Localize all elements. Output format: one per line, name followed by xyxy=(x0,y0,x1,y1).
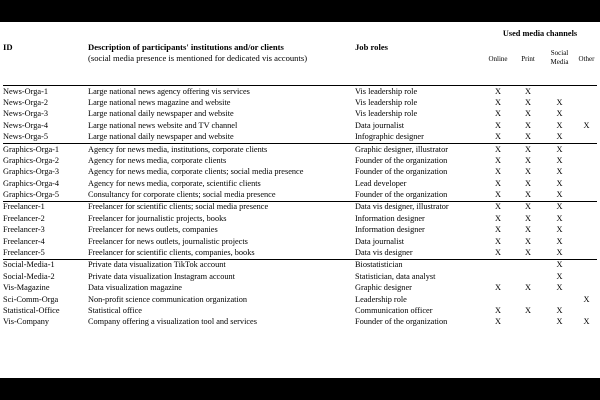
online-column-header: Online xyxy=(483,42,513,86)
cell-social-media: X xyxy=(543,190,576,202)
cell-social-media: X xyxy=(556,225,563,235)
description-header-title: Description of participants' institutions and/or clients xyxy=(88,42,284,52)
cell-print: X xyxy=(525,97,531,107)
cell-id: Freelancer-5 xyxy=(3,247,88,259)
cell-description: Large national daily newspaper and website xyxy=(88,109,234,119)
table-row xyxy=(3,178,597,189)
cell-other xyxy=(576,132,597,144)
cell-other xyxy=(576,155,597,166)
participants-table xyxy=(3,30,597,328)
cell-online: X xyxy=(483,190,513,202)
cell-description: Freelancer for scientific clients, companies, books xyxy=(88,247,355,259)
cell-role: Data journalist xyxy=(355,236,405,246)
cell-social-media: X xyxy=(556,305,563,315)
table-row xyxy=(3,271,597,282)
cell-id: Graphics-Orga-5 xyxy=(3,190,88,202)
cell-print: X xyxy=(525,236,531,246)
cell-online: X xyxy=(495,178,501,188)
group-header-row xyxy=(3,30,597,42)
cell-print: X xyxy=(525,283,531,293)
cell-role: Biostatistician xyxy=(355,260,403,270)
table-row xyxy=(3,120,597,131)
social-header-line1: Social xyxy=(550,49,569,57)
cell-description: Large national daily newspaper and website xyxy=(88,132,355,144)
cell-social-media: X xyxy=(543,247,576,259)
table-row xyxy=(3,225,597,236)
table-row xyxy=(3,294,597,305)
cell-print: X xyxy=(513,132,543,144)
cell-description: Private data visualization Instagram account xyxy=(88,271,235,281)
cell-role: Founder of the organization xyxy=(355,317,448,327)
cell-description: Non-profit science communication organization xyxy=(88,294,248,304)
cell-social-media: X xyxy=(556,155,563,165)
table-row xyxy=(3,213,597,224)
cell-description: Company offering a visualization tool and services xyxy=(88,317,257,327)
cell-id: Vis-Magazine xyxy=(3,283,50,293)
cell-id: News-Orga-4 xyxy=(3,120,49,130)
cell-role: Vis leadership role xyxy=(355,109,418,119)
cell-id: News-Orga-2 xyxy=(3,97,49,107)
cell-other xyxy=(576,247,597,259)
cell-description: Freelancer for journalistic projects, books xyxy=(88,213,227,223)
cell-id: Freelancer-3 xyxy=(3,225,45,235)
cell-print: X xyxy=(525,120,531,130)
cell-online: X xyxy=(495,86,501,96)
cell-role: Communication officer xyxy=(355,305,433,315)
description-column-header xyxy=(88,42,355,86)
table-row xyxy=(3,305,597,316)
cell-role: Founder of the organization xyxy=(355,167,448,177)
cell-social-media: X xyxy=(556,97,563,107)
cell-online: X xyxy=(495,97,501,107)
cell-role: Data vis designer xyxy=(355,247,483,259)
cell-print: X xyxy=(525,109,531,119)
cell-id: News-Orga-3 xyxy=(3,109,49,119)
cell-description: Large national news agency offering vis services xyxy=(88,86,250,96)
cell-print: X xyxy=(525,155,531,165)
cell-print: X xyxy=(525,167,531,177)
cell-print: X xyxy=(513,247,543,259)
cell-id: Statistical-Office xyxy=(3,305,60,315)
cell-role: Leadership role xyxy=(355,294,407,304)
cell-description: Large national news website and TV channel xyxy=(88,120,238,130)
cell-other xyxy=(576,97,597,108)
cell-online: X xyxy=(495,144,501,154)
cell-other xyxy=(576,86,597,98)
cell-id: Social-Media-1 xyxy=(3,260,55,270)
table-row xyxy=(3,317,597,328)
cell-description: Consultancy for corporate clients; social media presence xyxy=(88,190,355,202)
cell-online: X xyxy=(495,305,501,315)
cell-social-media: X xyxy=(556,109,563,119)
cell-other xyxy=(576,178,597,189)
cell-print: X xyxy=(525,305,531,315)
cell-id: Freelancer-4 xyxy=(3,236,45,246)
cell-description: Agency for news media, corporate clients; social media presence xyxy=(88,167,304,177)
id-column-header: ID xyxy=(3,42,88,86)
cell-role: Data vis designer, illustrator xyxy=(355,202,449,212)
cell-id: Freelancer-2 xyxy=(3,213,45,223)
cell-social-media: X xyxy=(556,271,563,281)
table-row xyxy=(3,155,597,166)
other-column-header: Other xyxy=(576,42,597,86)
cell-id: Freelancer-1 xyxy=(3,202,45,212)
cell-description: Statistical office xyxy=(88,305,142,315)
cell-role: Graphic designer, illustrator xyxy=(355,144,448,154)
cell-print: X xyxy=(525,213,531,223)
cell-online: X xyxy=(495,236,501,246)
cell-description: Agency for news media, corporate, scientific clients xyxy=(88,178,261,188)
cell-print: X xyxy=(525,178,531,188)
cell-other: X xyxy=(583,317,590,327)
cell-id: Graphics-Orga-2 xyxy=(3,155,60,165)
cell-online: X xyxy=(495,317,501,327)
cell-online: X xyxy=(495,155,501,165)
cell-id: Graphics-Orga-1 xyxy=(3,144,60,154)
table-row xyxy=(3,97,597,108)
cell-social-media xyxy=(543,86,576,98)
cell-print: X xyxy=(525,86,531,96)
cell-print xyxy=(513,259,543,271)
cell-online: X xyxy=(495,120,501,130)
cell-role: Graphic designer xyxy=(355,283,412,293)
cell-online: X xyxy=(483,247,513,259)
cell-social-media: X xyxy=(543,132,576,144)
cell-print xyxy=(513,294,543,305)
cell-print xyxy=(513,317,543,328)
table-row xyxy=(3,86,597,98)
cell-online: X xyxy=(495,167,501,177)
cell-id: Sci-Comm-Orga xyxy=(3,294,59,304)
column-header-row xyxy=(3,42,597,86)
cell-social-media: X xyxy=(556,167,563,177)
cell-description: Private data visualization TikTok account xyxy=(88,260,226,270)
cell-other xyxy=(576,109,597,120)
table-row xyxy=(3,247,597,259)
cell-description: Large national news magazine and website xyxy=(88,97,231,107)
cell-other xyxy=(576,283,597,294)
cell-id: Social-Media-2 xyxy=(3,271,55,281)
description-header-note: (social media presence is mentioned for dedicated vis accounts) xyxy=(88,53,308,64)
cell-online xyxy=(483,259,513,271)
cell-online: X xyxy=(483,132,513,144)
table-row xyxy=(3,109,597,120)
cell-description: Data visualization magazine xyxy=(88,283,182,293)
table-body xyxy=(3,86,597,329)
cell-print xyxy=(513,271,543,282)
cell-other xyxy=(576,167,597,178)
cell-social-media: X xyxy=(556,236,563,246)
cell-other xyxy=(576,201,597,213)
cell-id: News-Orga-5 xyxy=(3,132,88,144)
cell-other xyxy=(576,236,597,247)
cell-other xyxy=(576,213,597,224)
cell-other xyxy=(576,190,597,202)
cell-social-media: X xyxy=(556,178,563,188)
cell-other: X xyxy=(583,120,590,130)
table-row xyxy=(3,143,597,155)
cell-social-media: X xyxy=(556,283,563,293)
cell-social-media: X xyxy=(556,317,563,327)
cell-role: Data journalist xyxy=(355,120,405,130)
cell-role: Statistician, data analyst xyxy=(355,271,436,281)
print-column-header: Print xyxy=(513,42,543,86)
cell-print: X xyxy=(513,190,543,202)
cell-description: Agency for news media, institutions, corporate clients xyxy=(88,144,268,154)
cell-social-media: X xyxy=(556,260,563,270)
cell-other xyxy=(576,143,597,155)
cell-description: Freelancer for scientific clients; social media presence xyxy=(88,202,269,212)
cell-online: X xyxy=(495,283,501,293)
cell-other: X xyxy=(583,294,590,304)
cell-other xyxy=(576,271,597,282)
cell-online: X xyxy=(495,213,501,223)
table-row xyxy=(3,283,597,294)
cell-role: Vis leadership role xyxy=(355,86,418,96)
cell-social-media: X xyxy=(556,213,563,223)
cell-role: Information designer xyxy=(355,213,425,223)
cell-social-media: X xyxy=(556,202,563,212)
cell-id: Graphics-Orga-4 xyxy=(3,178,60,188)
cell-role: Lead developer xyxy=(355,178,407,188)
cell-role: Infographic designer xyxy=(355,132,483,144)
cell-other xyxy=(576,305,597,316)
cell-online: X xyxy=(495,109,501,119)
cell-role: Founder of the organization xyxy=(355,190,483,202)
cell-role: Information designer xyxy=(355,225,425,235)
table-row xyxy=(3,259,597,271)
cell-other xyxy=(576,259,597,271)
used-media-channels-header: Used media channels xyxy=(502,30,578,38)
cell-social-media: X xyxy=(556,144,563,154)
cell-id: News-Orga-1 xyxy=(3,86,49,96)
cell-id: Vis-Company xyxy=(3,317,50,327)
table-panel xyxy=(0,22,600,378)
cell-social-media: X xyxy=(556,120,563,130)
table-row xyxy=(3,132,597,144)
social-media-column-header xyxy=(543,42,576,86)
table-row xyxy=(3,236,597,247)
table-row xyxy=(3,190,597,202)
cell-id: Graphics-Orga-3 xyxy=(3,167,60,177)
cell-print: X xyxy=(525,144,531,154)
cell-role: Vis leadership role xyxy=(355,97,418,107)
cell-other xyxy=(576,225,597,236)
table-row xyxy=(3,167,597,178)
cell-description: Agency for news media, corporate clients xyxy=(88,155,227,165)
cell-online: X xyxy=(495,225,501,235)
cell-online xyxy=(483,294,513,305)
social-header-line2: Media xyxy=(550,57,569,66)
cell-online: X xyxy=(495,202,501,212)
table-row xyxy=(3,201,597,213)
cell-social-media xyxy=(543,294,576,305)
cell-online xyxy=(483,271,513,282)
cell-description: Freelancer for news outlets, companies xyxy=(88,225,218,235)
roles-column-header: Job roles xyxy=(355,42,483,86)
cell-print: X xyxy=(525,225,531,235)
cell-print: X xyxy=(525,202,531,212)
cell-description: Freelancer for news outlets, journalistic projects xyxy=(88,236,248,246)
cell-role: Founder of the organization xyxy=(355,155,448,165)
